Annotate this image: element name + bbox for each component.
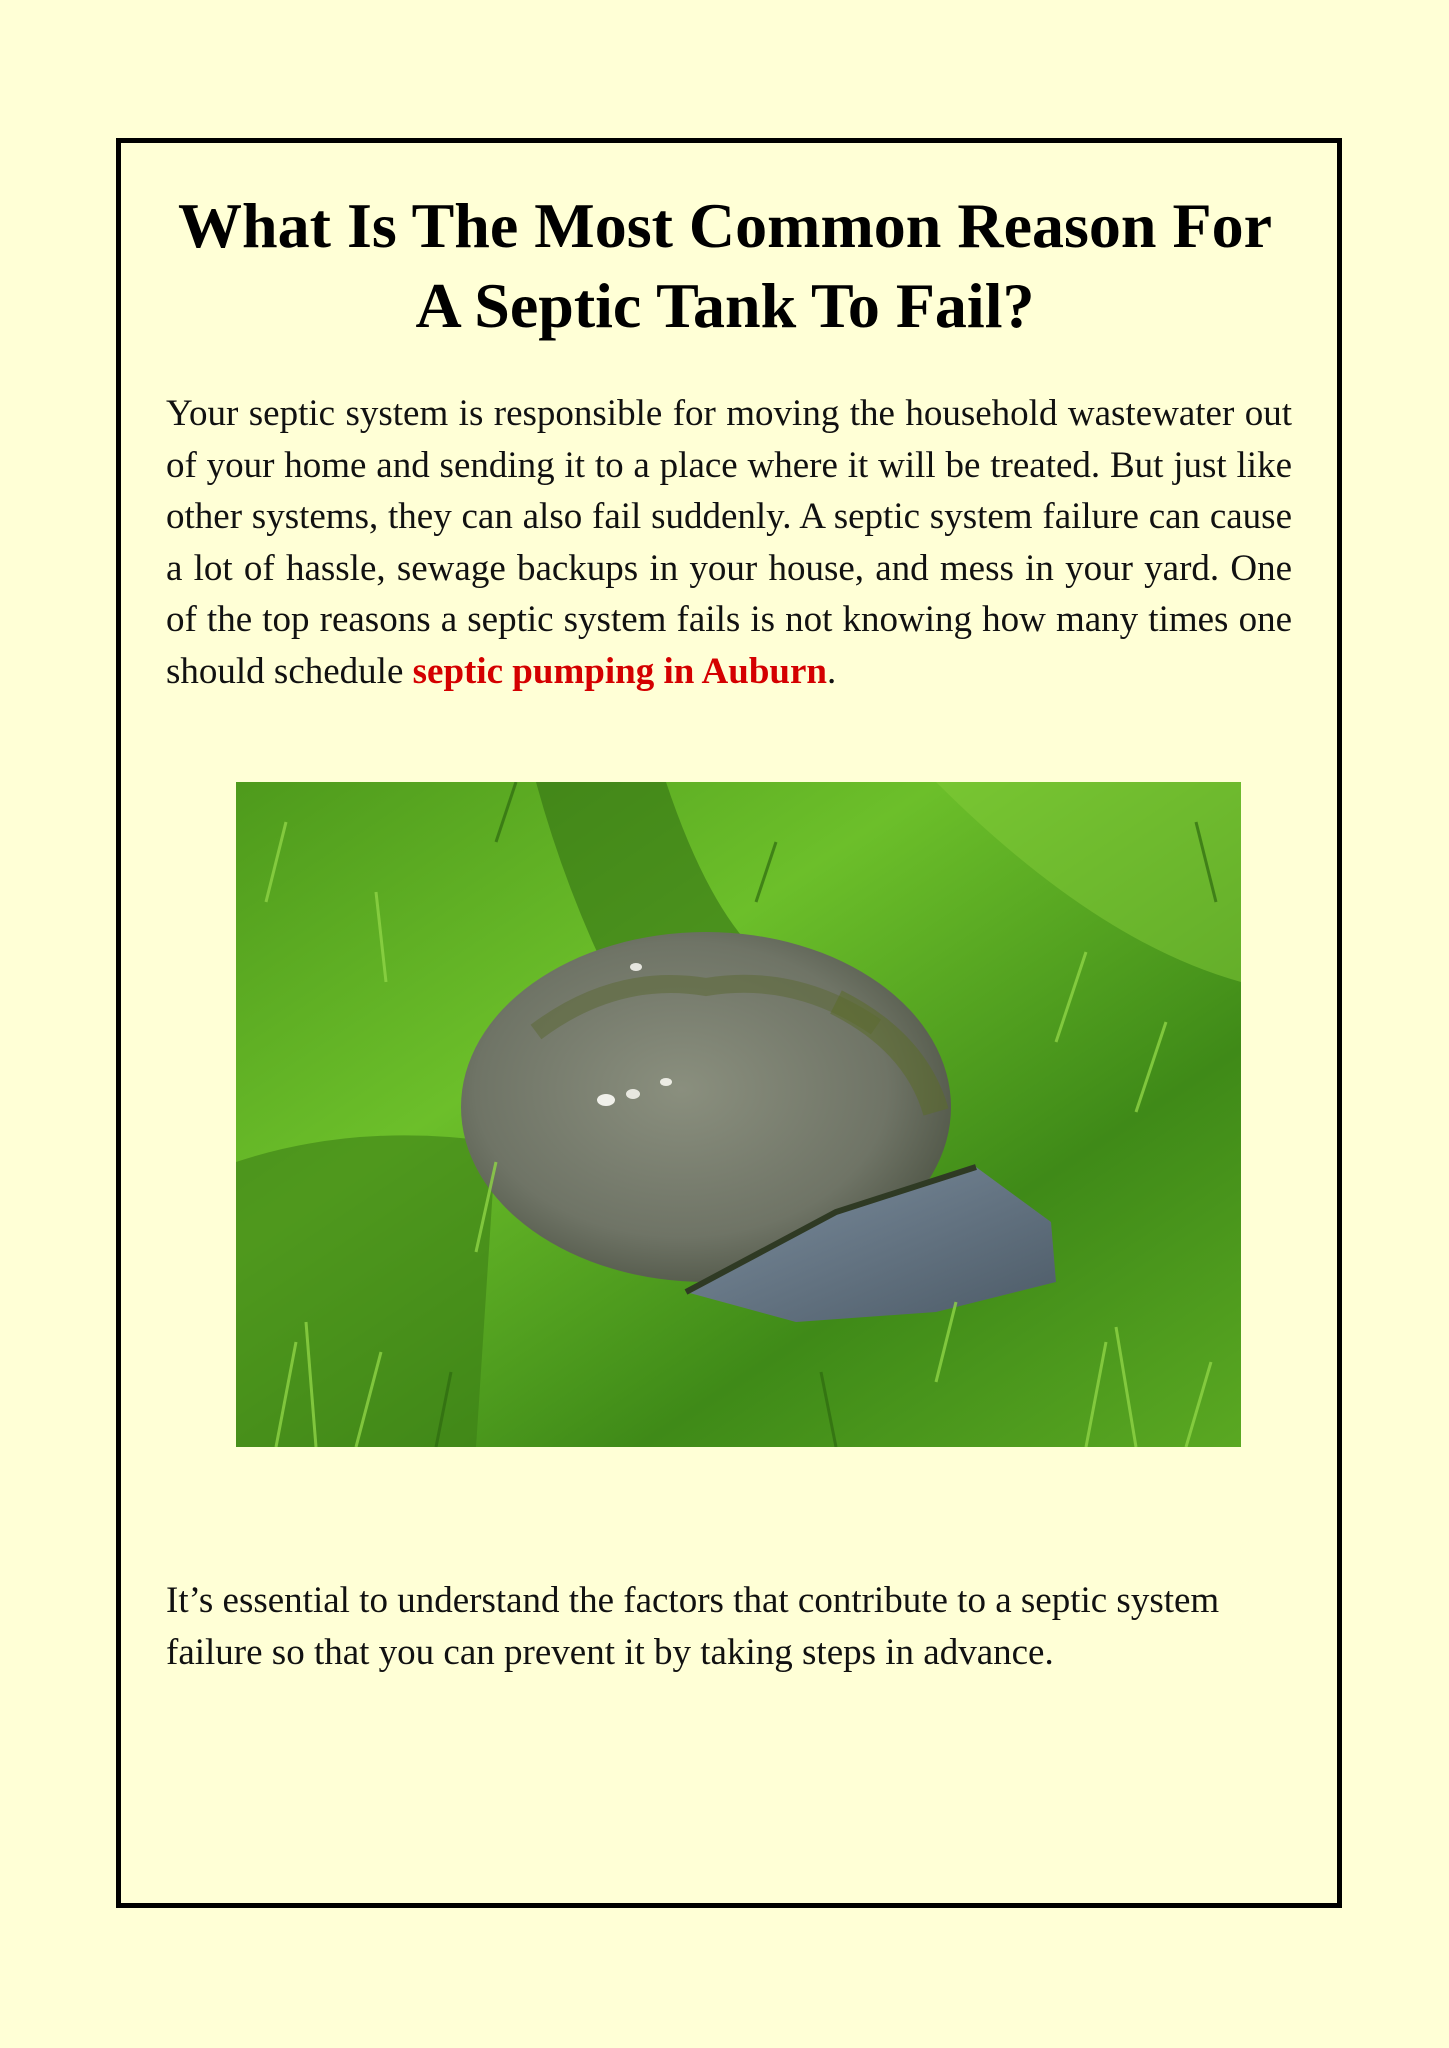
page-title: What Is The Most Common Reason For A Septic Tank To Fail? <box>178 190 1272 341</box>
intro-text: Your septic system is responsible for moving the household wastewater out of your home and sending it to a place where it will be treated. But just like other systems, they can also fail suddenly. A septic system failure can cause a lot of hassle, sewage backups in your house, and mess in your yard. One of the top reasons a septic system fails is not knowing how many times one should schedule <box>166 393 1292 692</box>
closing-paragraph: It’s essential to understand the factors that contribute to a septic system failure so that you can prevent it by taking steps in advance. <box>166 1580 1220 1673</box>
septic-lid-photo <box>236 782 1241 1447</box>
intro-end: . <box>826 650 837 692</box>
intro-paragraph <box>166 388 1292 698</box>
septic-pumping-link[interactable]: septic pumping in Auburn <box>412 650 827 692</box>
